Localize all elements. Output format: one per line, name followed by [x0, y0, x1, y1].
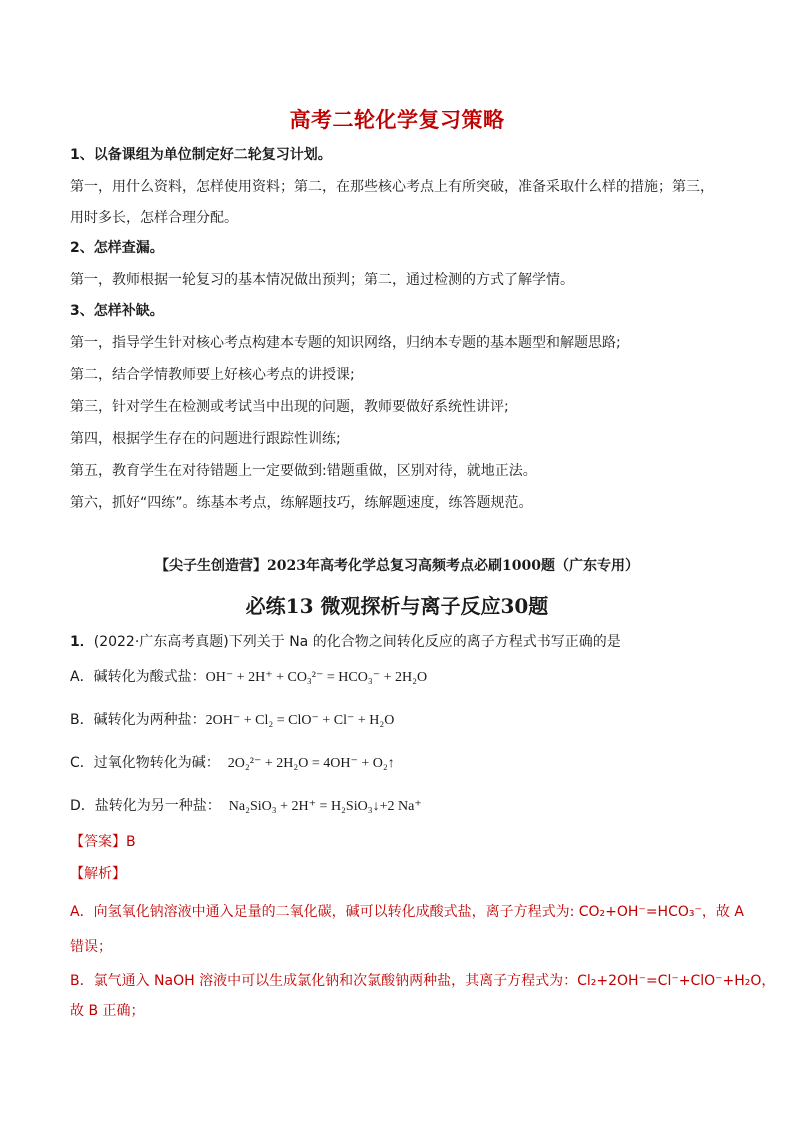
- section-3-item: 第三，针对学生在检测或考试当中出现的问题，教师要做好系统性讲评;: [70, 399, 509, 415]
- page-title: 高考二轮化学复习策略: [289, 108, 505, 132]
- section-1-paragraph-line-2: 用时多长，怎样合理分配。: [70, 210, 238, 226]
- option-label: B．碱转化为两种盐：: [70, 712, 206, 728]
- section-2-paragraph: 第一，教师根据一轮复习的基本情况做出预判；第二，通过检测的方式了解学情。: [70, 272, 574, 288]
- option-d: [70, 796, 422, 817]
- option-equation: 2O₂²⁻ + 2H₂O = 4OH⁻ + O₂↑: [227, 756, 395, 771]
- analysis-b-line-1: B．氯气通入 NaOH 溶液中可以生成氯化钠和次氯酸钠两种盐，其离子方程式为：Cl₂+2OH⁻=Cl⁻+ClO⁻+H₂O，: [70, 973, 776, 989]
- option-label: D．盐转化为另一种盐：: [70, 798, 221, 814]
- option-equation: OH⁻ + 2H⁺ + CO₃²⁻ = HCO₃⁻ + 2H₂O: [205, 670, 428, 685]
- option-a: [70, 667, 427, 688]
- section-2-heading: 2、怎样查漏。: [70, 240, 164, 256]
- analysis-b-line-2: 故 B 正确；: [70, 1003, 145, 1019]
- analysis-a-line-2: 错误；: [70, 939, 112, 955]
- exercise-subtitle: 必练13 微观探析与离子反应30题: [245, 594, 549, 618]
- section-3-item: 第一，指导学生针对核心考点构建本专题的知识网络，归纳本专题的基本题型和解题思路;: [70, 335, 621, 351]
- analysis-heading: 【解析】: [70, 866, 126, 882]
- answer-label: 【答案】B: [70, 834, 136, 850]
- option-equation: 2OH⁻ + Cl₂ = ClO⁻ + Cl⁻ + H₂O: [205, 713, 395, 728]
- section-3-heading: 3、怎样补缺。: [70, 303, 164, 319]
- section-3-item: 第五，教育学生在对待错题上一定要做到:错题重做，区别对待，就地正法。: [70, 463, 537, 479]
- section-3-item: 第四，根据学生存在的问题进行跟踪性训练;: [70, 431, 341, 447]
- question-1: [70, 632, 621, 652]
- option-label: A．碱转化为酸式盐：: [70, 669, 206, 685]
- analysis-a-line-1: A．向氢氧化钠溶液中通入足量的二氧化碳，碱可以转化成酸式盐，离子方程式为: CO₂+OH⁻=HCO₃⁻，故 A: [70, 904, 744, 920]
- question-stem: (2022·广东高考真题)下列关于 Na 的化合物之间转化反应的离子方程式书写正确的是: [93, 634, 621, 650]
- option-label: C．过氧化物转化为碱：: [70, 755, 220, 771]
- exercise-banner: 【尖子生创造营】2023年高考化学总复习高频考点必刷1000题（广东专用）: [155, 558, 639, 574]
- section-3-item: 第二，结合学情教师要上好核心考点的讲授课;: [70, 367, 355, 383]
- option-b: [70, 710, 394, 731]
- option-c: [70, 753, 395, 774]
- section-1-heading: 1、以备课组为单位制定好二轮复习计划。: [70, 147, 332, 163]
- question-number: 1．: [70, 634, 94, 650]
- section-1-paragraph-line-1: 第一，用什么资料，怎样使用资料；第二，在那些核心考点上有所突破，准备采取什么样的措施；第三，: [70, 179, 714, 195]
- option-equation: Na₂SiO₃ + 2H⁺ = H₂SiO₃↓+2 Na⁺: [228, 799, 422, 814]
- section-3-item: 第六，抓好“四练”。练基本考点，练解题技巧，练解题速度，练答题规范。: [70, 495, 533, 511]
